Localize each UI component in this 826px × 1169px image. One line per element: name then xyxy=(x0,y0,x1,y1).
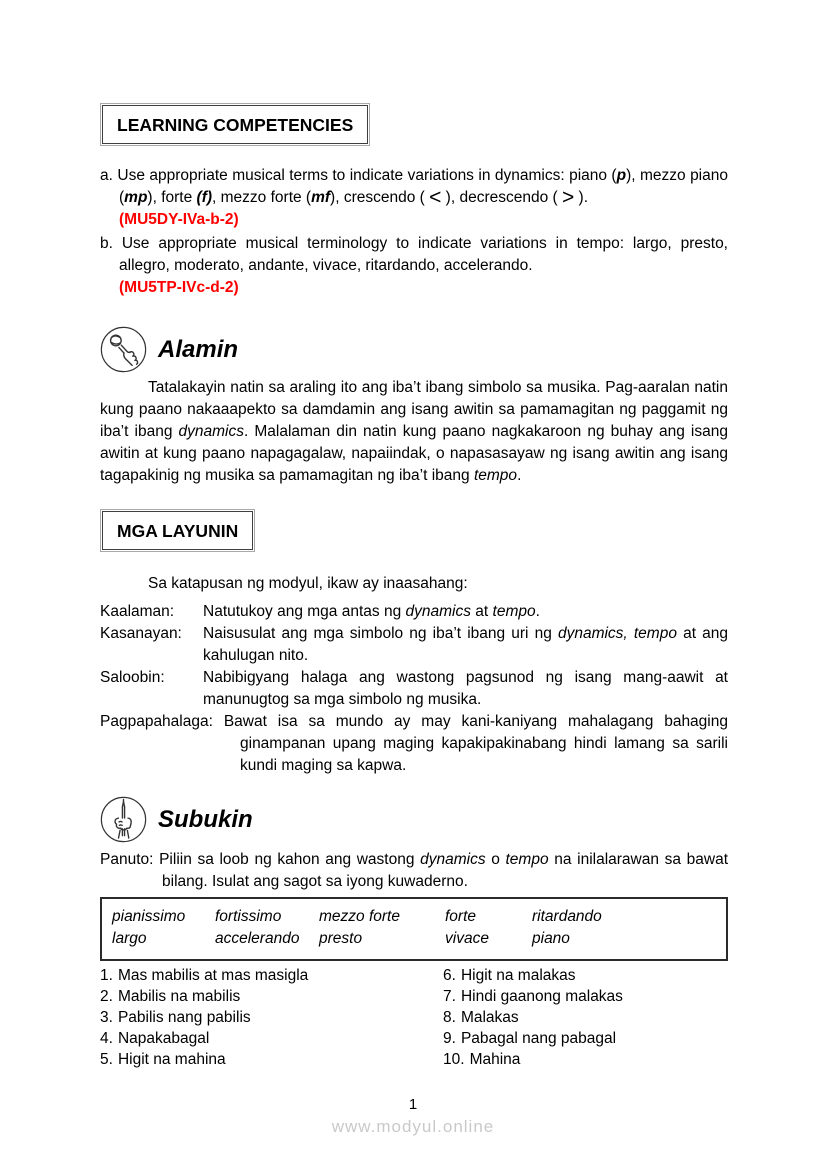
alamin-paragraph: Tatalakayin natin sa araling ito ang iba’t ibang simbolo sa musika. Pag-aaralan natin kung paano nakaaapekto sa damdamin ang isang awitin sa pamamagitan ng paggamit ng iba’t ibang dynamics. Malalaman din natin kung paano nagkakaroon ng buhay ang isang awitin at kung paano napagagalaw, napaiindak, o napasasayaw ng isang awitin ang isang tagapakinig ng musika sa pamamagitan ng iba’t ibang tempo. xyxy=(100,379,728,484)
panuto-label: Panuto: xyxy=(100,851,154,868)
word-bank-item: presto xyxy=(319,930,363,947)
objective-kasanayan xyxy=(100,623,728,667)
page-number: 1 xyxy=(408,1096,418,1113)
objectives-list xyxy=(100,601,728,777)
quiz-list xyxy=(100,965,728,1070)
objective-saloobin xyxy=(100,667,728,711)
mezzo-piano-symbol: mp xyxy=(124,189,148,206)
word-bank-item: largo xyxy=(112,930,147,947)
hand-tap-icon xyxy=(100,326,147,373)
competency-item-a xyxy=(100,165,728,231)
word-bank-item: ritardando xyxy=(532,908,602,925)
quiz-column-right xyxy=(443,965,728,1070)
quiz-item: 9. Pabagal nang pabagal xyxy=(443,1030,617,1047)
competency-b-text: Use appropriate musical terminology to indicate variations in tempo: largo, presto, allegro, moderato, andante, vivace, ritardando, accelerando. xyxy=(119,235,728,274)
watermark: www.modyul.online xyxy=(331,1117,495,1136)
alamin-section-header xyxy=(100,326,728,373)
quiz-item: 5. Higit na mahina xyxy=(100,1051,226,1068)
hand-writing-icon xyxy=(100,796,147,843)
word-bank-item: piano xyxy=(532,930,570,947)
quiz-item: 8. Malakas xyxy=(443,1009,519,1026)
competency-b-label: b. xyxy=(100,235,113,252)
objective-text: Naisusulat ang mga simbolo ng iba’t ibang uri ng dynamics, tempo at ang kahulugan nito. xyxy=(203,625,728,664)
mga-layunin-box xyxy=(100,509,255,552)
quiz-item: 10. Mahina xyxy=(443,1051,521,1068)
word-bank-item: mezzo forte xyxy=(319,908,400,925)
objective-text: Natutukoy ang mga antas ng dynamics at tempo. xyxy=(203,603,540,620)
objective-pagpapahalaga xyxy=(100,711,728,777)
quiz-item: 1. Mas mabilis at mas masigla xyxy=(100,967,309,984)
competency-item-b xyxy=(100,233,728,299)
learning-competencies-title: LEARNING COMPETENCIES xyxy=(102,105,368,144)
word-bank-item: vivace xyxy=(445,930,489,947)
layunin-intro: Sa katapusan ng modyul, ikaw ay inaasahang: xyxy=(148,575,468,592)
crescendo-symbol: < xyxy=(429,186,442,209)
learning-competencies-box xyxy=(100,103,370,146)
quiz-item: 2. Mabilis na mabilis xyxy=(100,988,241,1005)
quiz-column-left xyxy=(100,965,443,1070)
competency-a-code: (MU5DY-IVa-b-2) xyxy=(119,211,239,228)
subukin-section-header xyxy=(100,796,728,843)
objective-label: Pagpapahalaga: xyxy=(100,713,213,730)
quiz-item: 6. Higit na malakas xyxy=(443,967,576,984)
piano-symbol: p xyxy=(616,167,627,184)
panuto-text: Piliin sa loob ng kahon ang wastong dynamics o tempo na inilalarawan sa bawat bilang. Isulat ang sagot sa iyong kuwaderno. xyxy=(159,851,729,890)
competency-a-text: Use appropriate musical terms to indicate variations in dynamics: piano (p), mezzo piano (mp), forte (f), mezzo forte (mf), crescendo ( < ), decrescendo ( > ). xyxy=(117,167,728,209)
word-bank-item: pianissimo xyxy=(112,908,186,925)
quiz-item: 4. Napakabagal xyxy=(100,1030,210,1047)
competency-list xyxy=(100,165,728,299)
objective-label: Kaalaman: xyxy=(100,603,175,620)
word-bank-item: accelerando xyxy=(215,930,300,947)
word-bank-box xyxy=(100,897,728,961)
decrescendo-symbol: > xyxy=(561,186,575,209)
panuto-instructions xyxy=(100,849,728,893)
word-bank-item: forte xyxy=(445,908,477,925)
objective-label: Saloobin: xyxy=(100,669,165,686)
competency-b-code: (MU5TP-IVc-d-2) xyxy=(119,279,239,296)
mga-layunin-title: MGA LAYUNIN xyxy=(102,511,253,550)
quiz-item: 7. Hindi gaanong malakas xyxy=(443,988,623,1005)
forte-symbol: (f) xyxy=(196,189,213,206)
objective-text: Bawat isa sa mundo ay may kani-kaniyang mahalagang bahaging ginampanan upang maging kapakipakinabang hindi lamang sa sarili kundi maging sa kapwa. xyxy=(223,713,728,774)
word-bank-item: fortissimo xyxy=(215,908,282,925)
subukin-heading: Subukin xyxy=(158,805,253,833)
quiz-item: 3. Pabilis nang pabilis xyxy=(100,1009,251,1026)
objective-text: Nabibigyang halaga ang wastong pagsunod ng isang mang-aawit at manunugtog sa mga simbolo ng musika. xyxy=(203,669,728,708)
objective-kaalaman xyxy=(100,601,728,623)
mezzo-forte-symbol: mf xyxy=(311,189,331,206)
alamin-heading: Alamin xyxy=(158,335,239,363)
objective-label: Kasanayan: xyxy=(100,625,182,642)
competency-a-label: a. xyxy=(100,167,113,184)
